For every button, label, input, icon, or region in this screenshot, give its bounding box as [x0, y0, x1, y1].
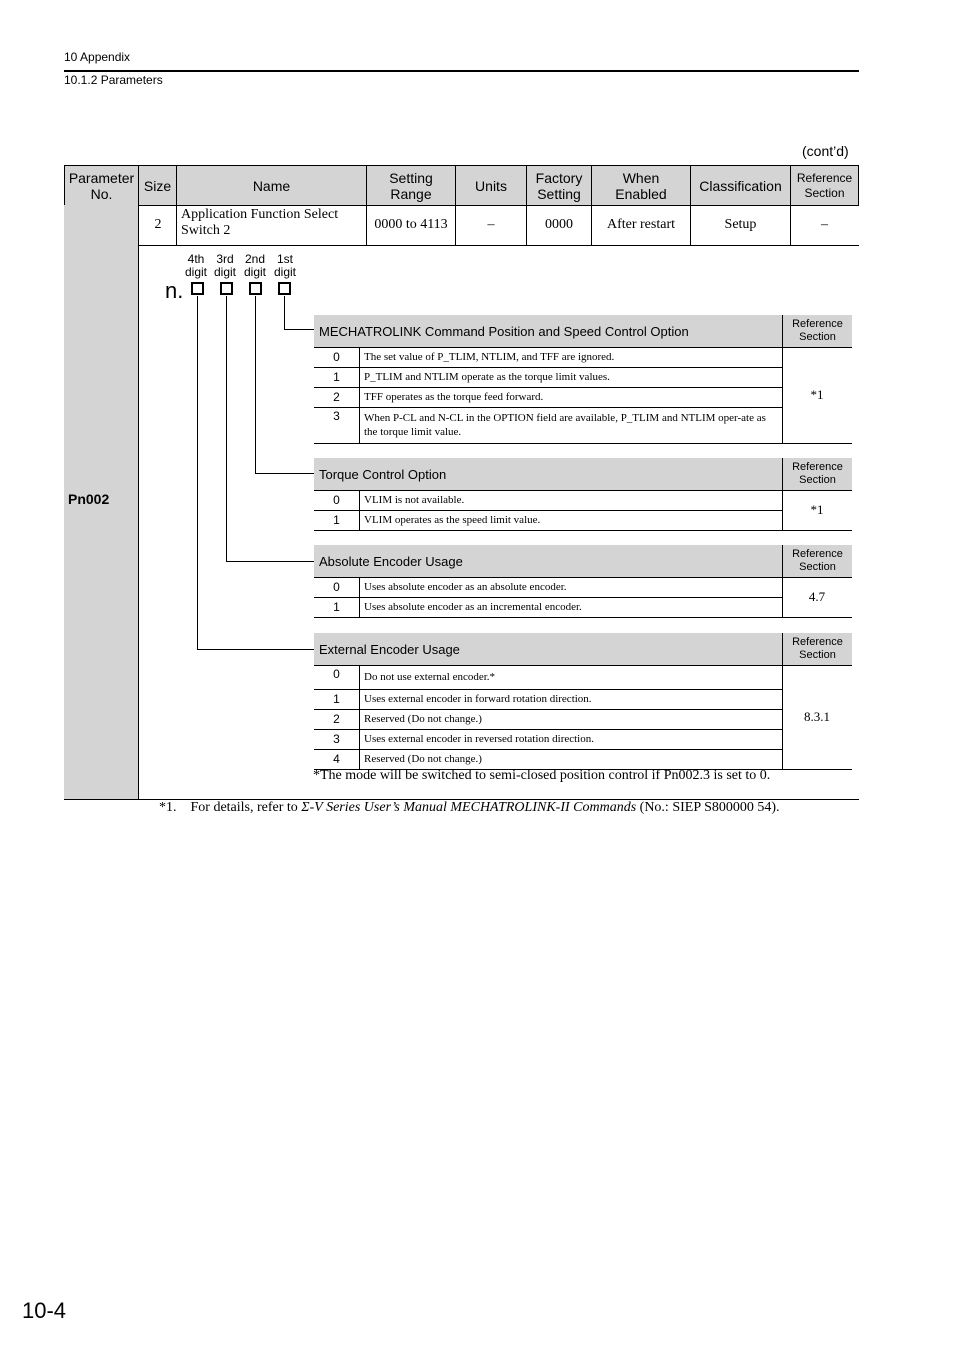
cell-classification: Setup: [724, 217, 757, 232]
continued-label: (cont’d): [802, 143, 849, 159]
option-description: Reserved (Do not change.): [364, 753, 482, 765]
grid-line: [314, 387, 783, 388]
option-description: When P-CL and N-CL in the OPTION field are available, P_TLIM and NTLIM oper-ate as the torque limit value.: [364, 412, 766, 438]
digit-label-2nd: 2nd digit: [243, 252, 266, 279]
digit-box-1st: [278, 282, 291, 295]
digit-label-4th: 4th digit: [184, 252, 207, 279]
option-description: VLIM operates as the speed limit value.: [364, 514, 541, 526]
option-description: The set value of P_TLIM, NTLIM, and TFF are ignored.: [364, 351, 615, 363]
grid-line: [314, 709, 783, 710]
option-description: Reserved (Do not change.): [364, 713, 482, 725]
grid-line: [314, 510, 783, 511]
subtable-torque-title: Torque Control Option: [314, 458, 783, 491]
cell-reference: –: [821, 217, 828, 232]
grid-line: [314, 407, 783, 408]
option-description: Do not use external encoder.*: [364, 671, 496, 683]
cell-setting-range: 0000 to 4113: [374, 217, 448, 232]
th-name: Name: [176, 165, 367, 206]
th-setting-range: Setting Range: [366, 165, 456, 206]
row-divider: [790, 205, 791, 245]
subtable-mechatrolink-ref-header: Reference Section: [782, 315, 852, 348]
th-units: Units: [455, 165, 527, 206]
parameter-number: Pn002: [68, 491, 110, 507]
connector-1st: [284, 329, 314, 330]
subtable-absolute-encoder-title: Absolute Encoder Usage: [314, 545, 783, 578]
option-number: 3: [333, 409, 340, 423]
option-number: 4: [333, 752, 340, 766]
option-description: P_TLIM and NTLIM operate as the torque limit values.: [364, 371, 610, 383]
option-number: 2: [333, 390, 340, 404]
row-divider: [690, 205, 691, 245]
grid-line: [359, 665, 360, 769]
option-description: Uses external encoder in reversed rotation direction.: [364, 733, 594, 745]
subtable-external-encoder-ref-header: Reference Section: [782, 633, 852, 666]
row-divider: [591, 205, 592, 245]
chapter-header: 10 Appendix: [64, 50, 131, 64]
connector-3rd: [226, 561, 314, 562]
subtable-torque-ref-header: Reference Section: [782, 458, 852, 491]
cell-size: 2: [154, 217, 162, 232]
grid-line: [314, 443, 852, 444]
option-description: Uses absolute encoder as an incremental encoder.: [364, 601, 582, 613]
subtable-external-encoder-title: External Encoder Usage: [314, 633, 783, 666]
footnote-suffix: (No.: SIEP S800000 54).: [636, 800, 780, 815]
subtable-absolute-encoder-ref-header: Reference Section: [782, 545, 852, 578]
option-description: Uses absolute encoder as an absolute encoder.: [364, 581, 567, 593]
option-number: 0: [333, 667, 340, 681]
row-divider: [139, 245, 859, 246]
grid-line: [314, 617, 852, 618]
footnote-prefix: For details, refer to: [190, 800, 302, 815]
row-divider: [526, 205, 527, 245]
connector-2nd: [255, 473, 314, 474]
connector-4th: [197, 296, 198, 649]
grid-line: [314, 749, 783, 750]
option-number: 1: [333, 692, 340, 706]
external-encoder-note: *The mode will be switched to semi-closed position control if Pn002.3 is set to 0.: [313, 768, 771, 783]
connector-2nd: [255, 296, 256, 473]
option-description: Uses external encoder in forward rotation direction.: [364, 693, 592, 705]
digit-label-3rd: 3rd digit: [213, 252, 236, 279]
subtable-torque-ref-value: *1: [810, 502, 824, 517]
row-divider: [366, 205, 367, 245]
footnote-mark: *1.: [159, 800, 177, 815]
option-number: 0: [333, 580, 340, 594]
option-description: TFF operates as the torque feed forward.: [364, 391, 544, 403]
option-number: 1: [333, 600, 340, 614]
row-divider: [176, 205, 177, 245]
subtable-mechatrolink-title: MECHATROLINK Command Position and Speed Control Option: [314, 315, 783, 348]
connector-4th: [197, 649, 314, 650]
footnote: [159, 800, 780, 816]
grid-line: [782, 665, 783, 769]
page-number: 10-4: [22, 1298, 67, 1323]
th-when-enabled: When Enabled: [591, 165, 691, 206]
connector-3rd: [226, 296, 227, 561]
grid-line: [359, 347, 360, 443]
grid-line: [314, 689, 783, 690]
option-number: 0: [333, 493, 340, 507]
cell-factory-setting: 0000: [545, 217, 573, 232]
digit-box-4th: [191, 282, 204, 295]
section-header: 10.1.2 Parameters: [64, 73, 163, 87]
grid-line: [782, 347, 783, 443]
th-classification: Classification: [690, 165, 791, 206]
digit-label-1st: 1st digit: [273, 252, 296, 279]
subtable-absolute-encoder-ref-value: 4.7: [808, 589, 826, 604]
header-rule: [64, 70, 859, 72]
subtable-external-encoder-ref-value: 8.3.1: [804, 709, 830, 724]
grid-line: [314, 530, 852, 531]
digit-prefix: n.: [165, 278, 184, 303]
option-number: 1: [333, 513, 340, 527]
cell-when-enabled: After restart: [606, 217, 676, 232]
subtable-mechatrolink-ref-value: *1: [810, 387, 824, 402]
grid-line: [314, 367, 783, 368]
option-number: 2: [333, 712, 340, 726]
th-parameter-no: Parameter No.: [64, 165, 139, 206]
digit-box-2nd: [249, 282, 262, 295]
grid-line: [314, 729, 783, 730]
cell-name: Application Function Select Switch 2: [181, 207, 339, 238]
cell-units: –: [487, 217, 495, 232]
footnote-manual-title: Σ-V Series User’s Manual MECHATROLINK-II Commands: [301, 800, 637, 815]
grid-line: [314, 597, 783, 598]
connector-1st: [284, 296, 285, 329]
row-divider: [455, 205, 456, 245]
th-size: Size: [138, 165, 177, 206]
th-factory-setting: Factory Setting: [526, 165, 592, 206]
option-number: 0: [333, 350, 340, 364]
option-description: VLIM is not available.: [364, 494, 465, 506]
option-number: 3: [333, 732, 340, 746]
digit-box-3rd: [220, 282, 233, 295]
th-reference-section: Reference Section: [790, 165, 859, 206]
option-number: 1: [333, 370, 340, 384]
